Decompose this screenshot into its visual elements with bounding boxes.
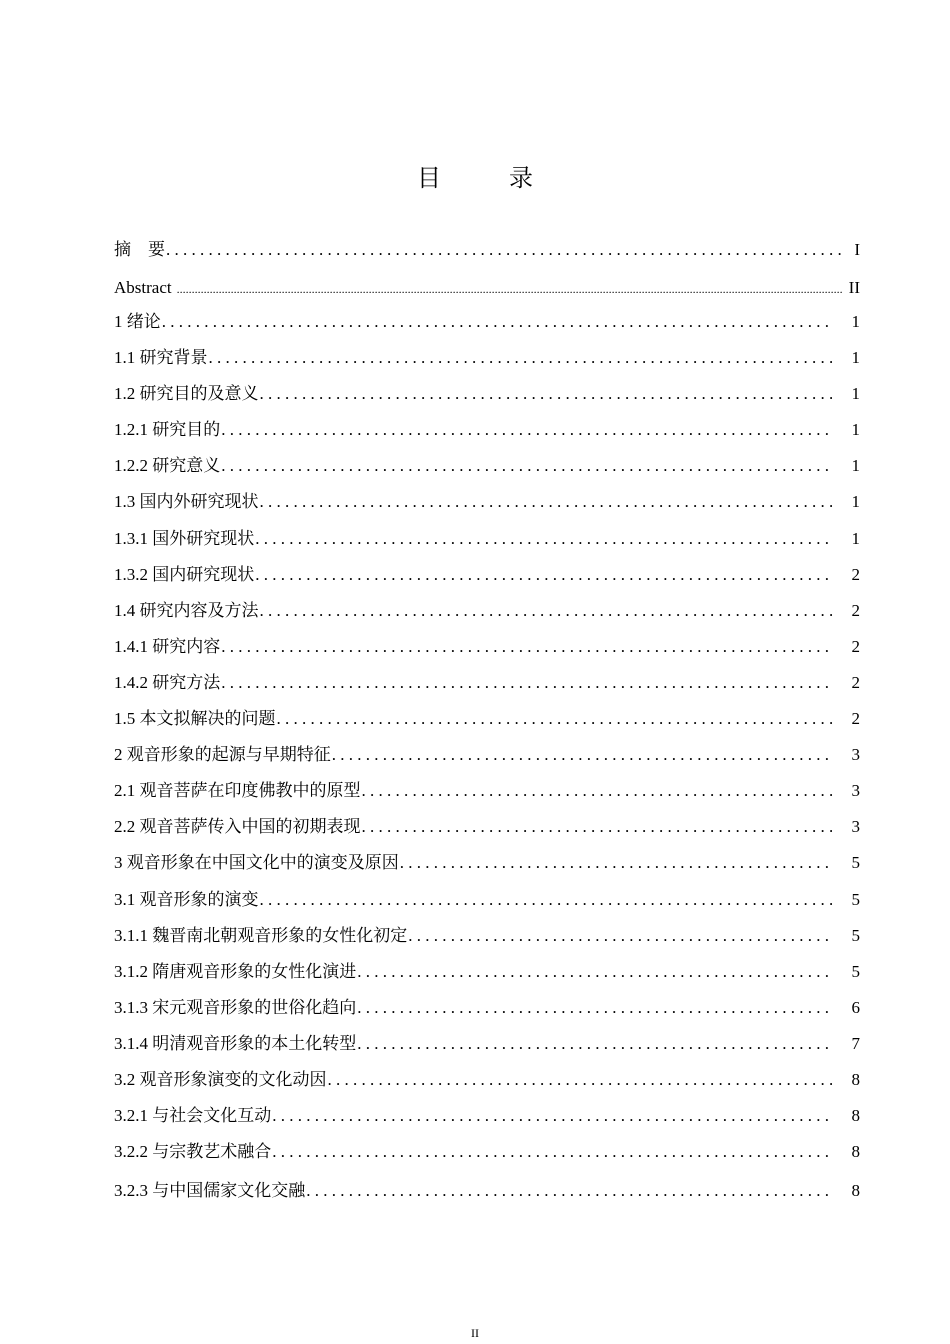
toc-entry[interactable] <box>114 484 860 520</box>
dot-leader <box>332 737 832 773</box>
toc-entry-page: 8 <box>851 1142 860 1162</box>
toc-entry-label: 摘 要 <box>114 240 165 259</box>
toc-entry[interactable] <box>114 270 860 304</box>
toc-entry[interactable] <box>114 1098 860 1134</box>
toc-entry-label: 2 观音形象的起源与早期特征 <box>114 745 331 765</box>
toc-entry-page: 5 <box>851 925 860 945</box>
toc-entry[interactable] <box>114 918 860 954</box>
toc-entry-label: 1.3.2 国内研究现状 <box>114 564 255 584</box>
dot-leader <box>277 701 833 737</box>
toc-entry-label: 3.1 观音形象的演变 <box>114 889 259 909</box>
toc-entry-page: 1 <box>851 492 860 512</box>
toc-entry[interactable] <box>114 593 860 629</box>
toc-entry-page: 2 <box>851 709 860 729</box>
toc-entry-label: 3.1.3 宋元观音形象的世俗化趋向 <box>114 997 357 1017</box>
toc-entry-label: 3 观音形象在中国文化中的演变及原因 <box>114 853 399 873</box>
toc-entry-label: 1.5 本文拟解决的问题 <box>114 709 276 729</box>
dot-leader <box>362 773 833 809</box>
toc-entry[interactable] <box>114 1173 860 1209</box>
toc-entry-page: 2 <box>851 672 860 692</box>
toc-entry[interactable] <box>114 629 860 665</box>
toc-entry-page: 3 <box>851 745 860 765</box>
toc-entry-page: 1 <box>851 528 860 548</box>
toc-entry-label: 1.1 研究背景 <box>114 348 208 368</box>
toc-entry-page: 2 <box>851 564 860 584</box>
dot-leader <box>162 304 832 340</box>
toc-entry-page: 8 <box>851 1181 860 1201</box>
table-of-contents <box>114 232 860 1209</box>
toc-entry-page: 7 <box>851 1033 860 1053</box>
toc-entry-label: 1.3.1 国外研究现状 <box>114 528 255 548</box>
dot-leader <box>260 484 833 520</box>
toc-entry[interactable] <box>114 340 860 376</box>
dot-leader <box>272 1134 832 1170</box>
toc-entry[interactable] <box>114 448 860 484</box>
toc-entry-label: 3.2.3 与中国儒家文化交融 <box>114 1181 306 1201</box>
dot-leader <box>221 448 832 484</box>
toc-entry-page: II <box>848 278 860 297</box>
toc-entry-label: 3.2.2 与宗教艺术融合 <box>114 1142 272 1162</box>
page-title: 目 录 <box>417 166 555 192</box>
toc-entry[interactable] <box>114 557 860 593</box>
toc-entry[interactable] <box>114 232 860 270</box>
toc-entry[interactable] <box>114 1062 860 1098</box>
toc-entry-label: 3.1.4 明清观音形象的本土化转型 <box>114 1033 357 1053</box>
toc-entry-page: 5 <box>851 853 860 873</box>
toc-entry[interactable] <box>114 809 860 845</box>
toc-entry-page: 2 <box>851 636 860 656</box>
toc-entry[interactable] <box>114 665 860 701</box>
toc-entry-label: 1.4.1 研究内容 <box>114 636 221 656</box>
toc-entry-page: 1 <box>851 312 860 331</box>
toc-entry[interactable] <box>114 954 860 990</box>
dot-leader <box>306 1173 832 1209</box>
toc-entry-page: 1 <box>851 420 860 440</box>
dot-leader <box>221 412 832 448</box>
toc-entry-page: 1 <box>851 348 860 368</box>
dot-leader <box>400 845 832 881</box>
dot-leader <box>177 271 842 307</box>
toc-entry[interactable] <box>114 701 860 737</box>
dot-leader <box>260 593 833 629</box>
dot-leader <box>328 1062 833 1098</box>
dot-leader <box>255 521 832 557</box>
dot-leader <box>408 918 832 954</box>
dot-leader <box>357 990 832 1026</box>
toc-entry-label: 2.1 观音菩萨在印度佛教中的原型 <box>114 781 361 801</box>
toc-entry-label: 2.2 观音菩萨传入中国的初期表现 <box>114 817 361 837</box>
toc-entry-page: 3 <box>851 817 860 837</box>
toc-entry[interactable] <box>114 882 860 918</box>
toc-entry-page: 8 <box>851 1106 860 1126</box>
toc-entry-label: Abstract <box>114 278 172 297</box>
dot-leader <box>272 1098 832 1134</box>
toc-entry-page: 5 <box>851 961 860 981</box>
toc-entry-page: 1 <box>851 384 860 404</box>
toc-entry-page: I <box>854 240 860 259</box>
toc-entry-label: 1.4 研究内容及方法 <box>114 600 259 620</box>
toc-entry-label: 3.1.2 隋唐观音形象的女性化演进 <box>114 961 357 981</box>
toc-entry[interactable] <box>114 737 860 773</box>
toc-entry-label: 1 绪论 <box>114 312 161 331</box>
toc-entry-page: 6 <box>851 997 860 1017</box>
dot-leader <box>221 665 832 701</box>
toc-entry-label: 1.2.2 研究意义 <box>114 456 221 476</box>
toc-entry-page: 2 <box>851 600 860 620</box>
toc-entry[interactable] <box>114 376 860 412</box>
toc-entry[interactable] <box>114 304 860 340</box>
toc-entry[interactable] <box>114 845 860 881</box>
toc-entry-label: 3.1.1 魏晋南北朝观音形象的女性化初定 <box>114 925 408 945</box>
toc-entry[interactable] <box>114 990 860 1026</box>
toc-entry-label: 1.2.1 研究目的 <box>114 420 221 440</box>
dot-leader <box>166 232 842 268</box>
toc-entry[interactable] <box>114 412 860 448</box>
toc-entry-page: 1 <box>851 456 860 476</box>
dot-leader <box>260 376 833 412</box>
toc-entry-label: 3.2.1 与社会文化互动 <box>114 1106 272 1126</box>
toc-entry-label: 3.2 观音形象演变的文化动因 <box>114 1069 327 1089</box>
toc-entry[interactable] <box>114 521 860 557</box>
dot-leader <box>357 954 832 990</box>
dot-leader <box>255 557 832 593</box>
dot-leader <box>362 809 833 845</box>
toc-entry[interactable] <box>114 773 860 809</box>
toc-entry[interactable] <box>114 1026 860 1062</box>
footer-page-number: II <box>471 1326 479 1340</box>
dot-leader <box>357 1026 832 1062</box>
toc-entry[interactable] <box>114 1134 860 1170</box>
toc-entry-page: 8 <box>851 1069 860 1089</box>
toc-entry-page: 5 <box>851 889 860 909</box>
toc-entry-label: 1.3 国内外研究现状 <box>114 492 259 512</box>
toc-entry-page: 3 <box>851 781 860 801</box>
dot-leader <box>209 340 833 376</box>
toc-entry-label: 1.2 研究目的及意义 <box>114 384 259 404</box>
dot-leader <box>260 882 833 918</box>
toc-entry-label: 1.4.2 研究方法 <box>114 672 221 692</box>
dot-leader <box>221 629 832 665</box>
